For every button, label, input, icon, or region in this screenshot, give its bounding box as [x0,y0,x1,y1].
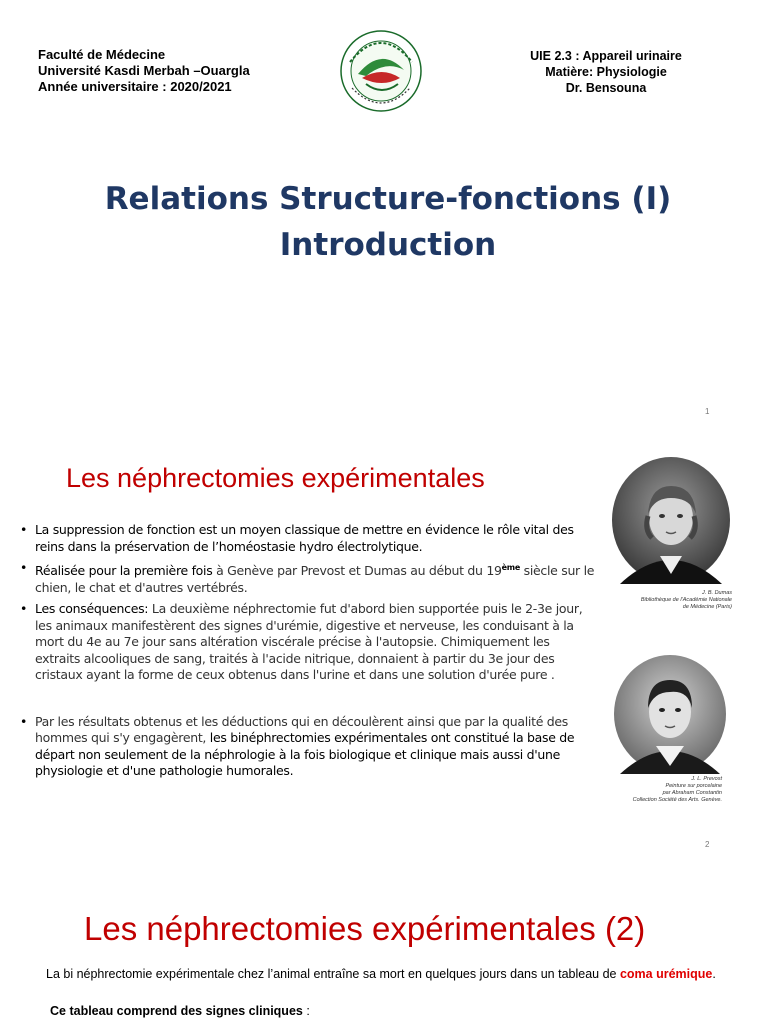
instructor: Dr. Bensouna [565,81,647,95]
signs-heading [50,1004,310,1018]
bullet-list [20,522,595,785]
prevost-portrait [612,654,728,778]
caption-source: Collection Société des Arts. Genève. [632,797,722,803]
caption-name: J. B. Dumas [702,590,732,596]
bullet-text: à Genève par Prevost et Dumas au début du 19 [212,563,502,579]
bullet-icon: • [20,560,28,575]
portrait-caption [600,590,732,611]
page-number: 1 [705,407,710,416]
bullet-icon: • [20,522,28,537]
caption-source: Bibliothèque de l’Académie Nationale [640,597,732,603]
caption-name: J. L. Prevost [691,776,722,782]
bullet-item [20,560,595,596]
bullet-text-tail: siècle sur le chien, le chat et d'autres vertébrés. [35,563,595,595]
bullet-lead: Les conséquences: [35,601,149,617]
university-name: Université Kasdi Merbah –Ouargla [38,63,250,78]
caption-source: par Abraham Constantin [662,790,722,796]
bullet-emphasis: les binéphrectomies expérimentales ont constitué la base de départ non seulement de la néphrologie à la fois biologique et clinique mais aussi d'une physiologie et d'une pathologie humorales. [35,730,575,779]
bullet-item [20,522,595,555]
slide-3 [0,852,768,1024]
bullet-lead: Réalisée pour la première fois [35,563,213,579]
bullet-text: La suppression de fonction est un moyen classique de mettre en évidence le rôle vital des reins dans la préservation de l’homéostasie hydro électrolytique. [35,522,574,554]
bullet-icon: • [20,713,28,729]
paragraph-end: . [712,967,716,981]
heading-end: : [302,1004,310,1018]
header-left [38,47,250,95]
bullet-text: Par les résultats obtenus et les déductions qui en découlèrent ainsi que par la qualité des hommes qui s'y engagèrent, [35,713,568,746]
subject: Matière: Physiologie [545,65,667,79]
caption-source: Peinture sur porcelaine [665,783,722,789]
dumas-portrait [610,456,732,590]
paragraph-text: La bi néphrectomie expérimentale chez l’animal entraîne sa mort en quelques jours dans un tableau de [46,967,620,981]
highlight-term: coma urémique [619,967,713,981]
slide-title: Les néphrectomies expérimentales [66,463,485,493]
bullet-icon: • [20,601,28,617]
university-logo [336,26,426,116]
slide-1 [0,0,768,432]
title-line-2: Introduction [279,227,497,263]
bullet-item [20,601,595,684]
superscript: ème [501,563,520,572]
header-right [496,48,716,96]
slide-2 [0,432,768,852]
slide-title [0,176,768,268]
faculty-name: Faculté de Médecine [38,47,166,62]
page-number: 2 [705,840,710,849]
title-line-1: Relations Structure-fonctions (I) [104,181,672,217]
course-unit: UIE 2.3 : Appareil urinaire [530,49,682,63]
portrait-caption [596,776,722,804]
intro-paragraph [46,966,756,982]
slide-title: Les néphrectomies expérimentales (2) [84,910,646,947]
caption-source: de Médecine (Paris) [682,604,732,610]
heading-text: Ce tableau comprend des signes cliniques [50,1004,303,1018]
bullet-item [20,714,595,780]
bullet-text: La deuxième néphrectomie fut d'abord bien supportée puis le 2-3e jour, les animaux manifestèrent des signes d'urémie, digestive et nerveuse, les conduisant à la mort du 4e au 7e jour sans altération viscérale précise à l'autopsie. Chimiquement les extraits alcooliques de sang, traités à l'acide nitrique, donnaient à partir du 3e jour des cristaux ayant la forme de ceux obtenus dans l'urine et dans une solution d'urée pure . [35,601,583,683]
academic-year: Année universitaire : 2020/2021 [38,79,232,94]
